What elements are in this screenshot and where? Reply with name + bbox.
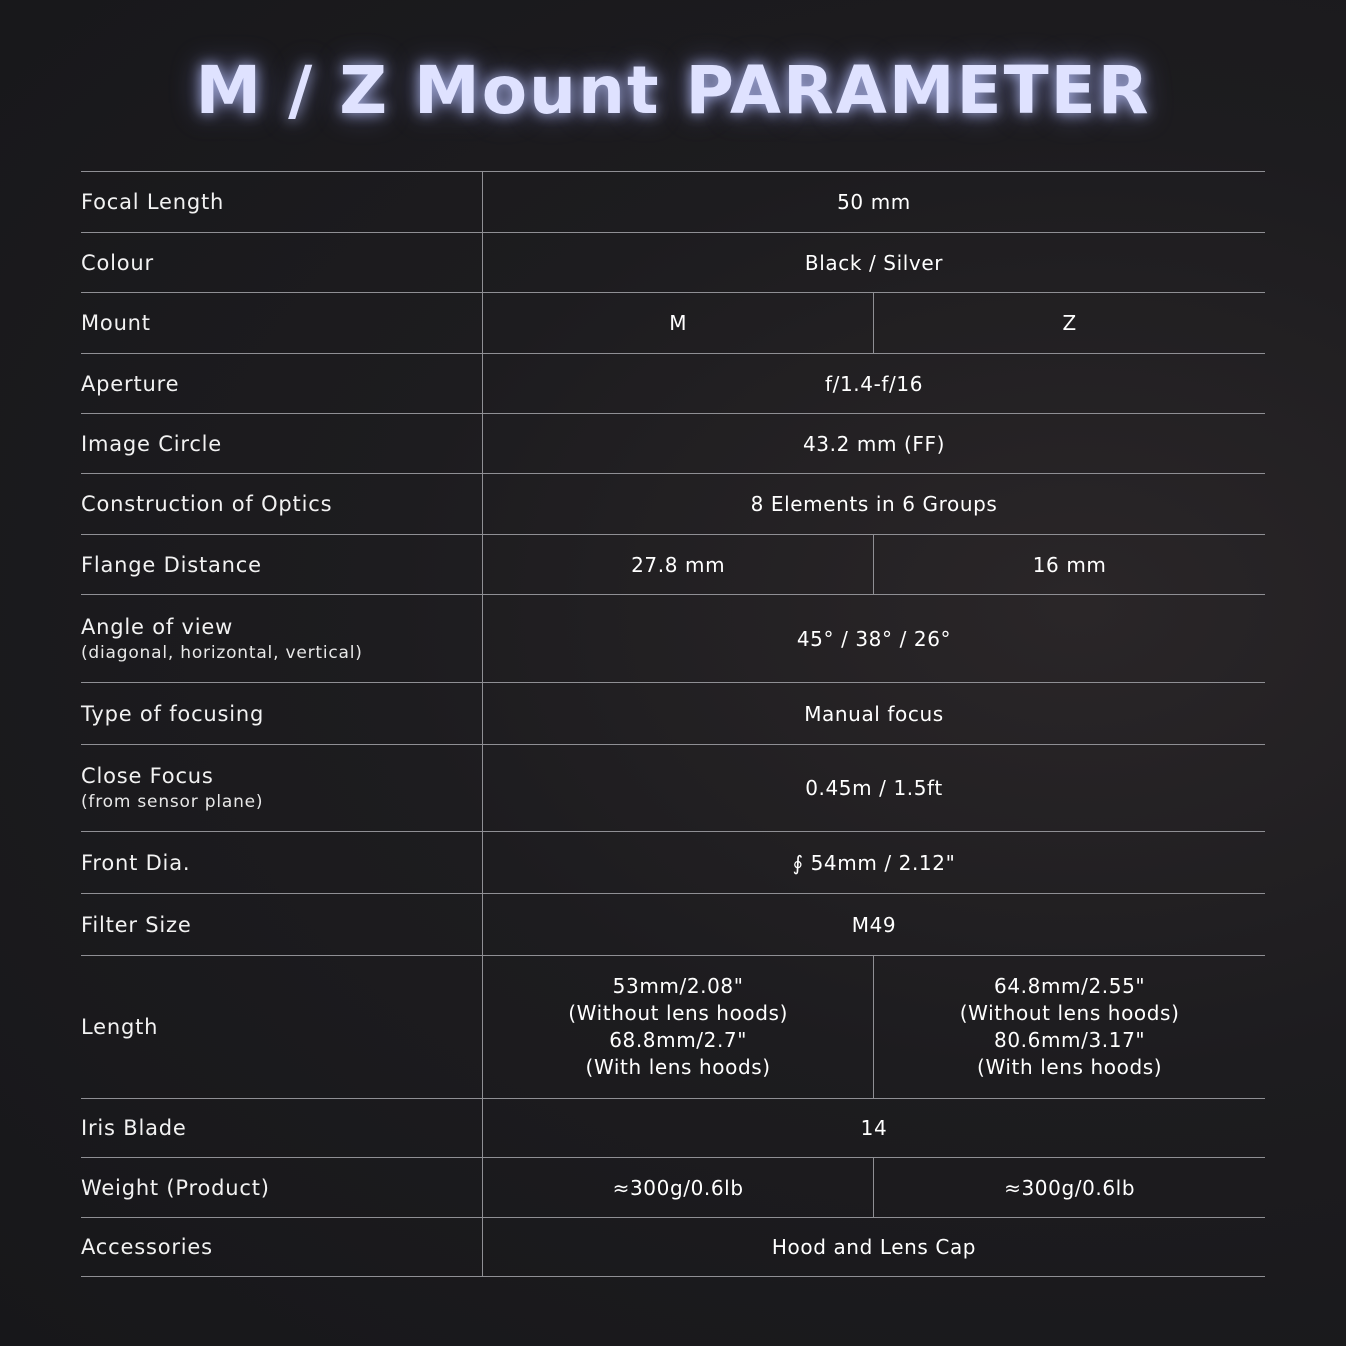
row-label: Weight (Product) xyxy=(81,1158,483,1218)
length-line: 64.8mm/2.55" xyxy=(994,974,1146,998)
row-value: 43.2 mm (FF) xyxy=(483,414,1266,474)
table-row xyxy=(81,1099,1265,1158)
m-mount-value: ≈300g/0.6lb xyxy=(483,1158,874,1218)
row-value: M49 xyxy=(483,894,1266,956)
row-label: Accessories xyxy=(81,1218,483,1277)
length-line: 53mm/2.08" xyxy=(612,974,744,998)
length-line: (Without lens hoods) xyxy=(568,1001,788,1025)
row-label: Front Dia. xyxy=(81,832,483,894)
row-label: Aperture xyxy=(81,354,483,414)
z-mount-value: ≈300g/0.6lb xyxy=(874,1158,1265,1218)
row-label: Colour xyxy=(81,233,483,293)
row-sublabel: (diagonal, horizontal, vertical) xyxy=(81,642,363,663)
table-row xyxy=(81,474,1265,535)
row-label: Filter Size xyxy=(81,894,483,956)
row-value: ∮ 54mm / 2.12" xyxy=(483,832,1266,894)
row-label: Mount xyxy=(81,293,483,354)
length-line: (With lens hoods) xyxy=(977,1055,1163,1079)
table-row xyxy=(81,1218,1265,1277)
table-row xyxy=(81,414,1265,474)
row-label-group xyxy=(81,745,483,832)
row-value: Black / Silver xyxy=(483,233,1266,293)
z-mount-value: 16 mm xyxy=(874,535,1265,595)
table-row xyxy=(81,832,1265,894)
table-row xyxy=(81,745,1265,832)
row-label-group xyxy=(81,595,483,683)
row-value: 45° / 38° / 26° xyxy=(483,595,1266,683)
table-row xyxy=(81,595,1265,683)
table-row xyxy=(81,354,1265,414)
table-row xyxy=(81,956,1265,1099)
table-row xyxy=(81,233,1265,293)
length-line: (Without lens hoods) xyxy=(959,1001,1180,1025)
row-label: Close Focus xyxy=(81,764,214,788)
row-label: Length xyxy=(81,956,483,1099)
page-title: M / Z Mount PARAMETER xyxy=(195,52,1151,129)
spec-table xyxy=(81,171,1265,1277)
m-mount-value xyxy=(483,956,874,1099)
row-sublabel: (from sensor plane) xyxy=(81,792,264,812)
row-value: Hood and Lens Cap xyxy=(483,1218,1266,1277)
row-value: Manual focus xyxy=(483,683,1266,745)
row-label: Iris Blade xyxy=(81,1099,483,1158)
row-value: 50 mm xyxy=(483,172,1266,233)
row-label: Type of focusing xyxy=(81,683,483,745)
row-label: Flange Distance xyxy=(81,535,483,595)
table-row xyxy=(81,293,1265,354)
table-row xyxy=(81,172,1265,233)
table-row xyxy=(81,894,1265,956)
row-label: Image Circle xyxy=(81,414,483,474)
row-value: 14 xyxy=(483,1099,1266,1158)
length-line: (With lens hoods) xyxy=(585,1055,771,1079)
z-mount-value: Z xyxy=(874,293,1265,354)
length-line: 80.6mm/3.17" xyxy=(994,1028,1146,1052)
table-row xyxy=(81,683,1265,745)
table-row xyxy=(81,535,1265,595)
row-value: 0.45m / 1.5ft xyxy=(483,745,1266,832)
row-value: f/1.4-f/16 xyxy=(483,354,1266,414)
row-label: Focal Length xyxy=(81,172,483,233)
length-line: 68.8mm/2.7" xyxy=(609,1028,748,1052)
z-mount-value xyxy=(874,956,1265,1099)
m-mount-value: 27.8 mm xyxy=(483,535,874,595)
table-row xyxy=(81,1158,1265,1218)
row-label: Angle of view xyxy=(81,614,234,639)
row-value: 8 Elements in 6 Groups xyxy=(483,474,1266,535)
row-label: Construction of Optics xyxy=(81,474,483,535)
m-mount-value: M xyxy=(483,293,874,354)
